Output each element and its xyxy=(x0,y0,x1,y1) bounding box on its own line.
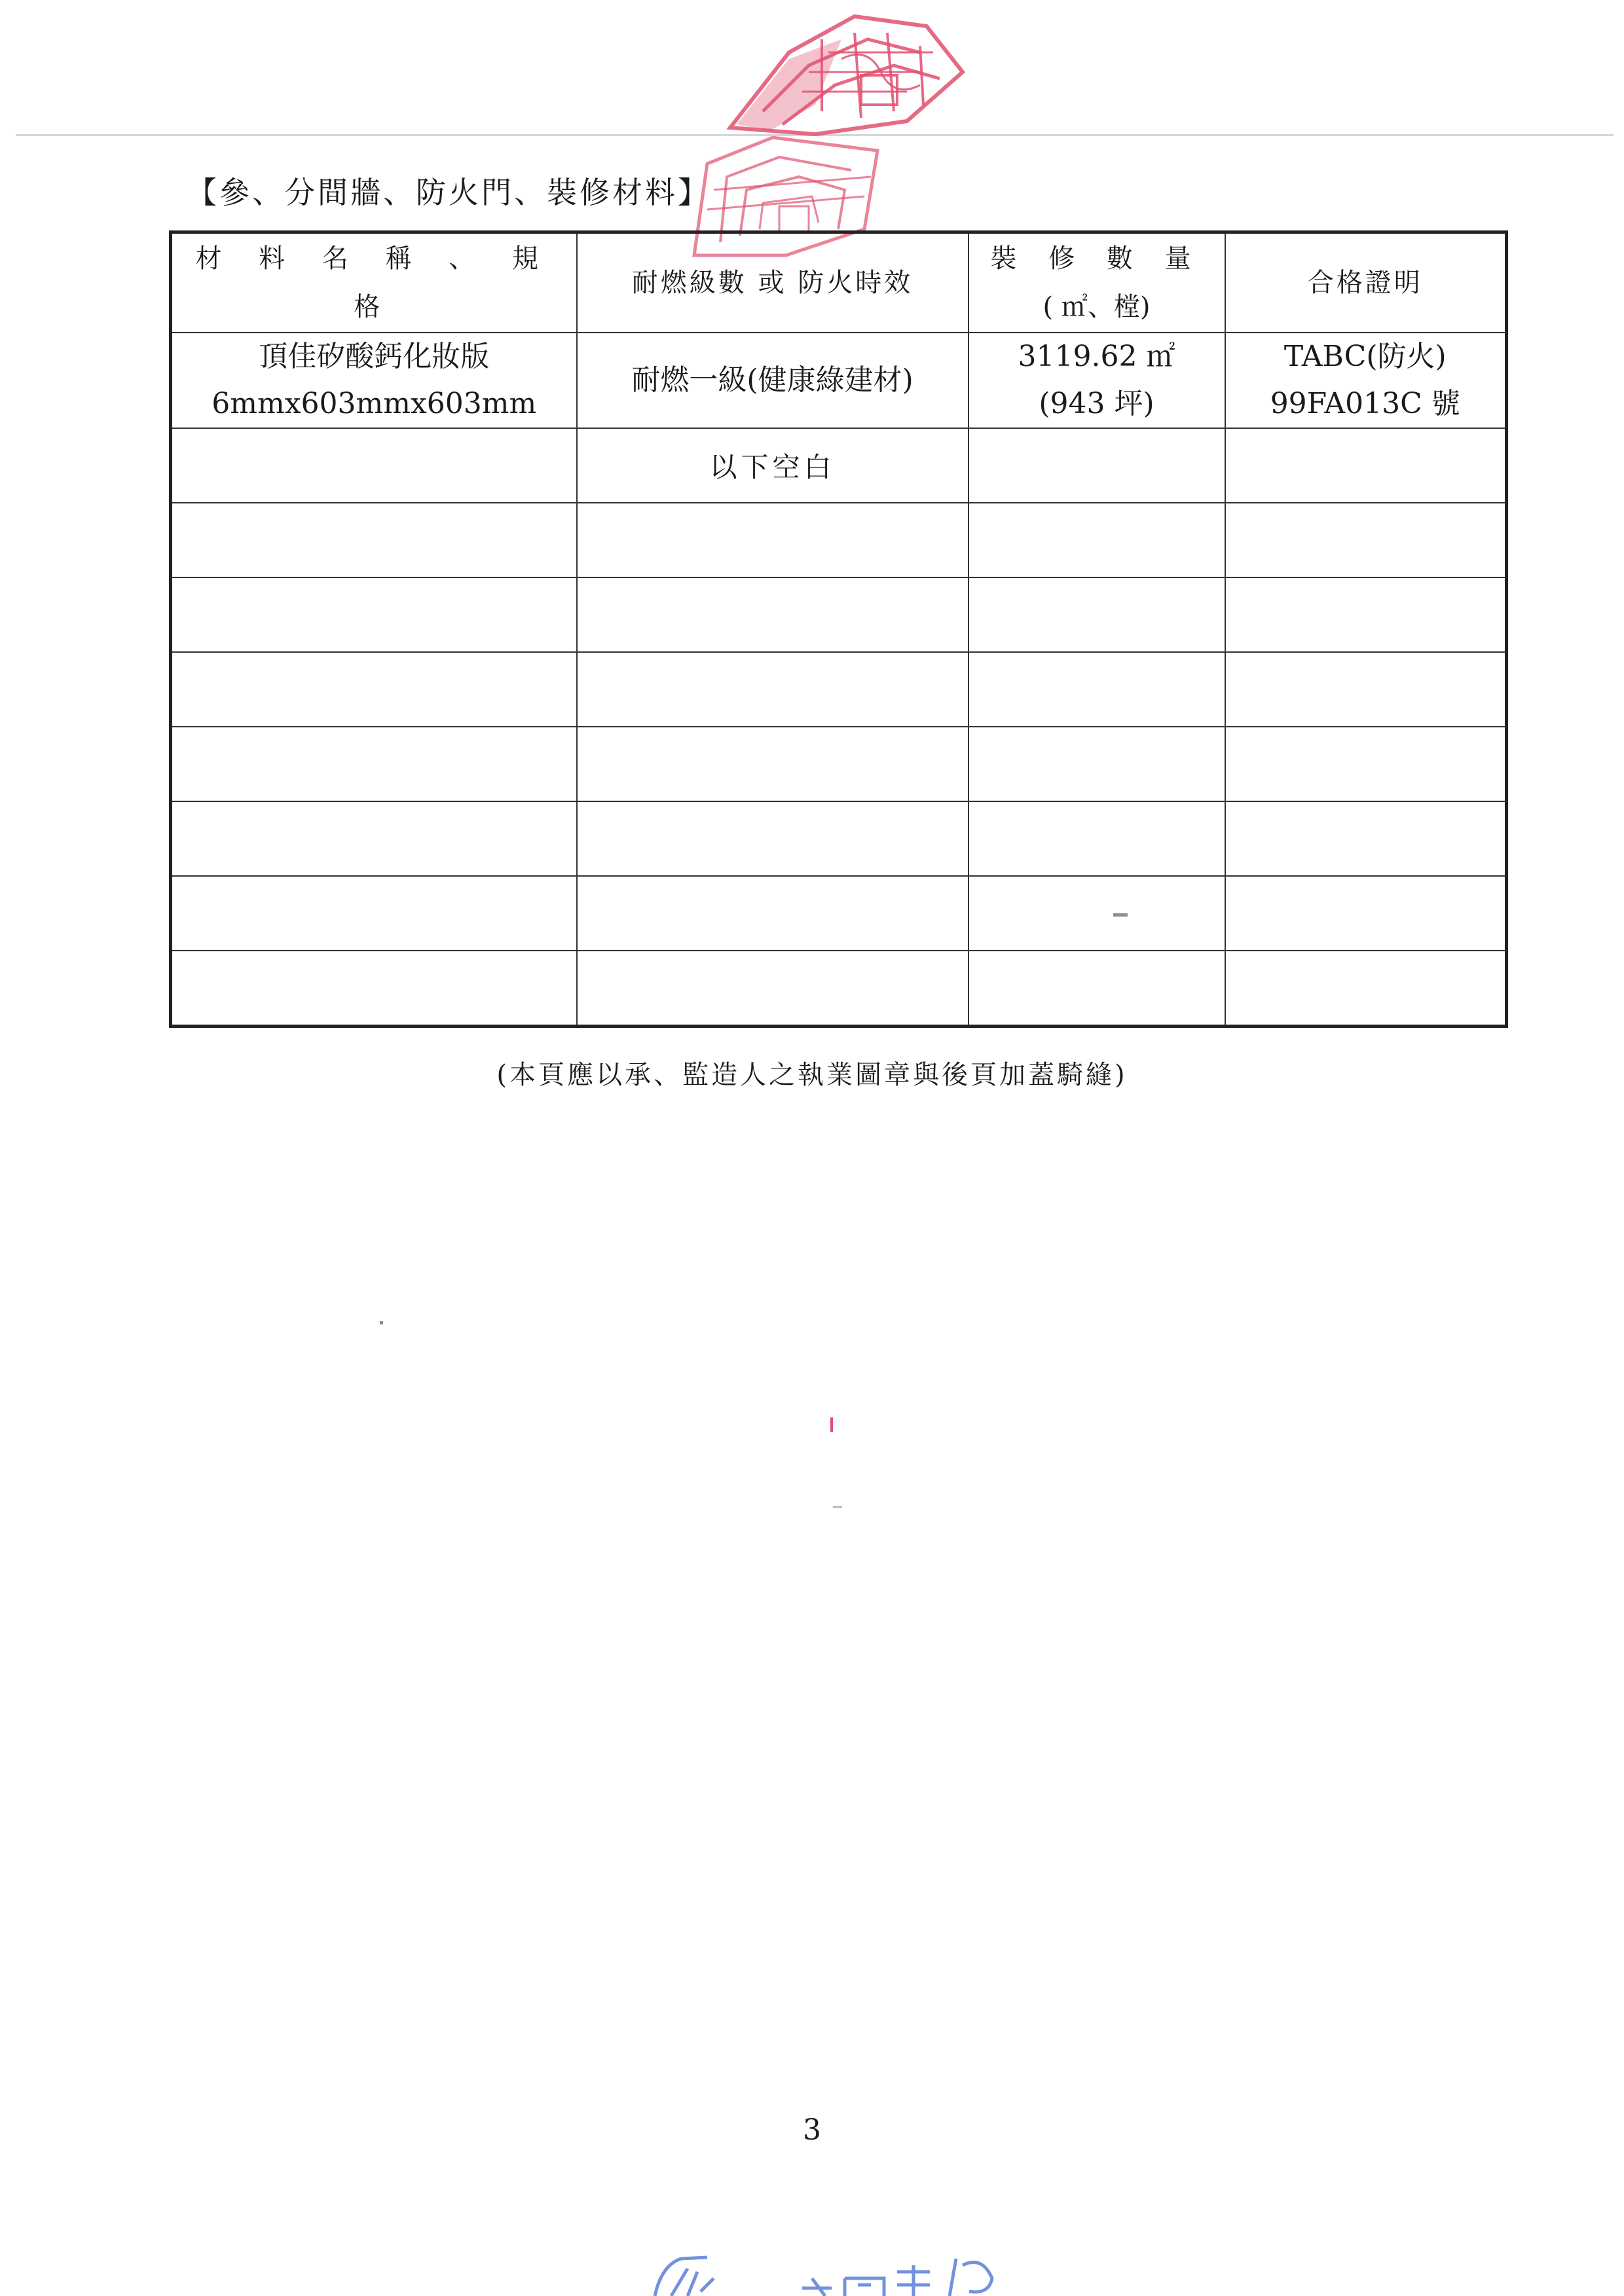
table-cell xyxy=(171,577,577,652)
table-cell xyxy=(1225,652,1507,727)
cell-quantity xyxy=(969,333,1225,428)
table-cell xyxy=(1225,876,1507,951)
table-cell xyxy=(171,951,577,1027)
header-name-spec: 材 料 名 稱 、 規 格 xyxy=(171,232,577,333)
section-title: 【參、分間牆、防火門、裝修材料】 xyxy=(187,175,710,210)
table-cell xyxy=(1225,503,1507,577)
table-cell xyxy=(969,951,1225,1027)
red-seal-stamp-top xyxy=(710,13,972,137)
table-row-empty xyxy=(171,652,1507,727)
table-cell xyxy=(171,876,577,951)
header-quantity-line2: ( ㎡、樘) xyxy=(1043,292,1151,322)
quantity-area: 3119.62 ㎡ xyxy=(1018,340,1175,373)
page-number: 3 xyxy=(803,2113,821,2147)
table-cell xyxy=(969,652,1225,727)
material-name: 頂佳矽酸鈣化妝版 xyxy=(259,340,490,373)
table-cell xyxy=(1225,428,1507,503)
cell-fire-rating: 耐燃一級(健康綠建材) xyxy=(577,333,969,428)
table-cell xyxy=(577,727,969,801)
table-cell xyxy=(171,503,577,577)
table-row-empty xyxy=(171,876,1507,951)
table-row-empty xyxy=(171,503,1507,577)
materials-table xyxy=(169,230,1508,1028)
header-quantity-line1: 裝 修 數 量 xyxy=(990,244,1203,274)
certificate-type: TABC(防火) xyxy=(1283,340,1447,373)
table-row-blank-note xyxy=(171,428,1507,503)
table-cell xyxy=(577,801,969,876)
table-cell xyxy=(171,801,577,876)
cell-name-spec xyxy=(171,333,577,428)
table-cell xyxy=(969,801,1225,876)
table-row-empty xyxy=(171,801,1507,876)
quantity-ping: (943 坪) xyxy=(1039,387,1154,420)
material-spec: 6mmx603mmx603mm xyxy=(212,387,537,420)
materials-table-wrapper xyxy=(169,230,1505,1028)
header-quantity xyxy=(969,232,1225,333)
table-cell xyxy=(969,577,1225,652)
table-cell xyxy=(1225,577,1507,652)
table-cell xyxy=(577,652,969,727)
table-cell xyxy=(577,876,969,951)
table-cell xyxy=(171,428,577,503)
scan-speck xyxy=(380,1321,383,1324)
scan-speck xyxy=(830,1417,833,1432)
scan-speck xyxy=(1113,913,1128,917)
header-fire-rating: 耐燃級數 或 防火時效 xyxy=(577,232,969,333)
table-header-row xyxy=(171,232,1507,333)
table-cell xyxy=(969,503,1225,577)
blue-seal-stamp-bottom xyxy=(635,2252,1002,2296)
table-cell xyxy=(969,876,1225,951)
certificate-number: 99FA013C 號 xyxy=(1270,387,1460,420)
table-cell xyxy=(969,727,1225,801)
table-cell xyxy=(171,652,577,727)
table-cell xyxy=(577,951,969,1027)
scan-speck xyxy=(833,1506,842,1508)
table-cell xyxy=(969,428,1225,503)
cell-certificate xyxy=(1225,333,1507,428)
table-row-empty xyxy=(171,727,1507,801)
table-cell xyxy=(1225,951,1507,1027)
table-row-empty xyxy=(171,951,1507,1027)
table-cell xyxy=(1225,801,1507,876)
seal-instruction-footnote: (本頁應以承、監造人之執業圖章與後頁加蓋騎縫) xyxy=(496,1060,1128,1090)
header-certificate: 合格證明 xyxy=(1225,232,1507,333)
table-cell xyxy=(577,577,969,652)
table-cell xyxy=(1225,727,1507,801)
blank-note: 以下空白 xyxy=(577,428,969,503)
table-row xyxy=(171,333,1507,428)
table-row-empty xyxy=(171,577,1507,652)
table-cell xyxy=(577,503,969,577)
table-cell xyxy=(171,727,577,801)
